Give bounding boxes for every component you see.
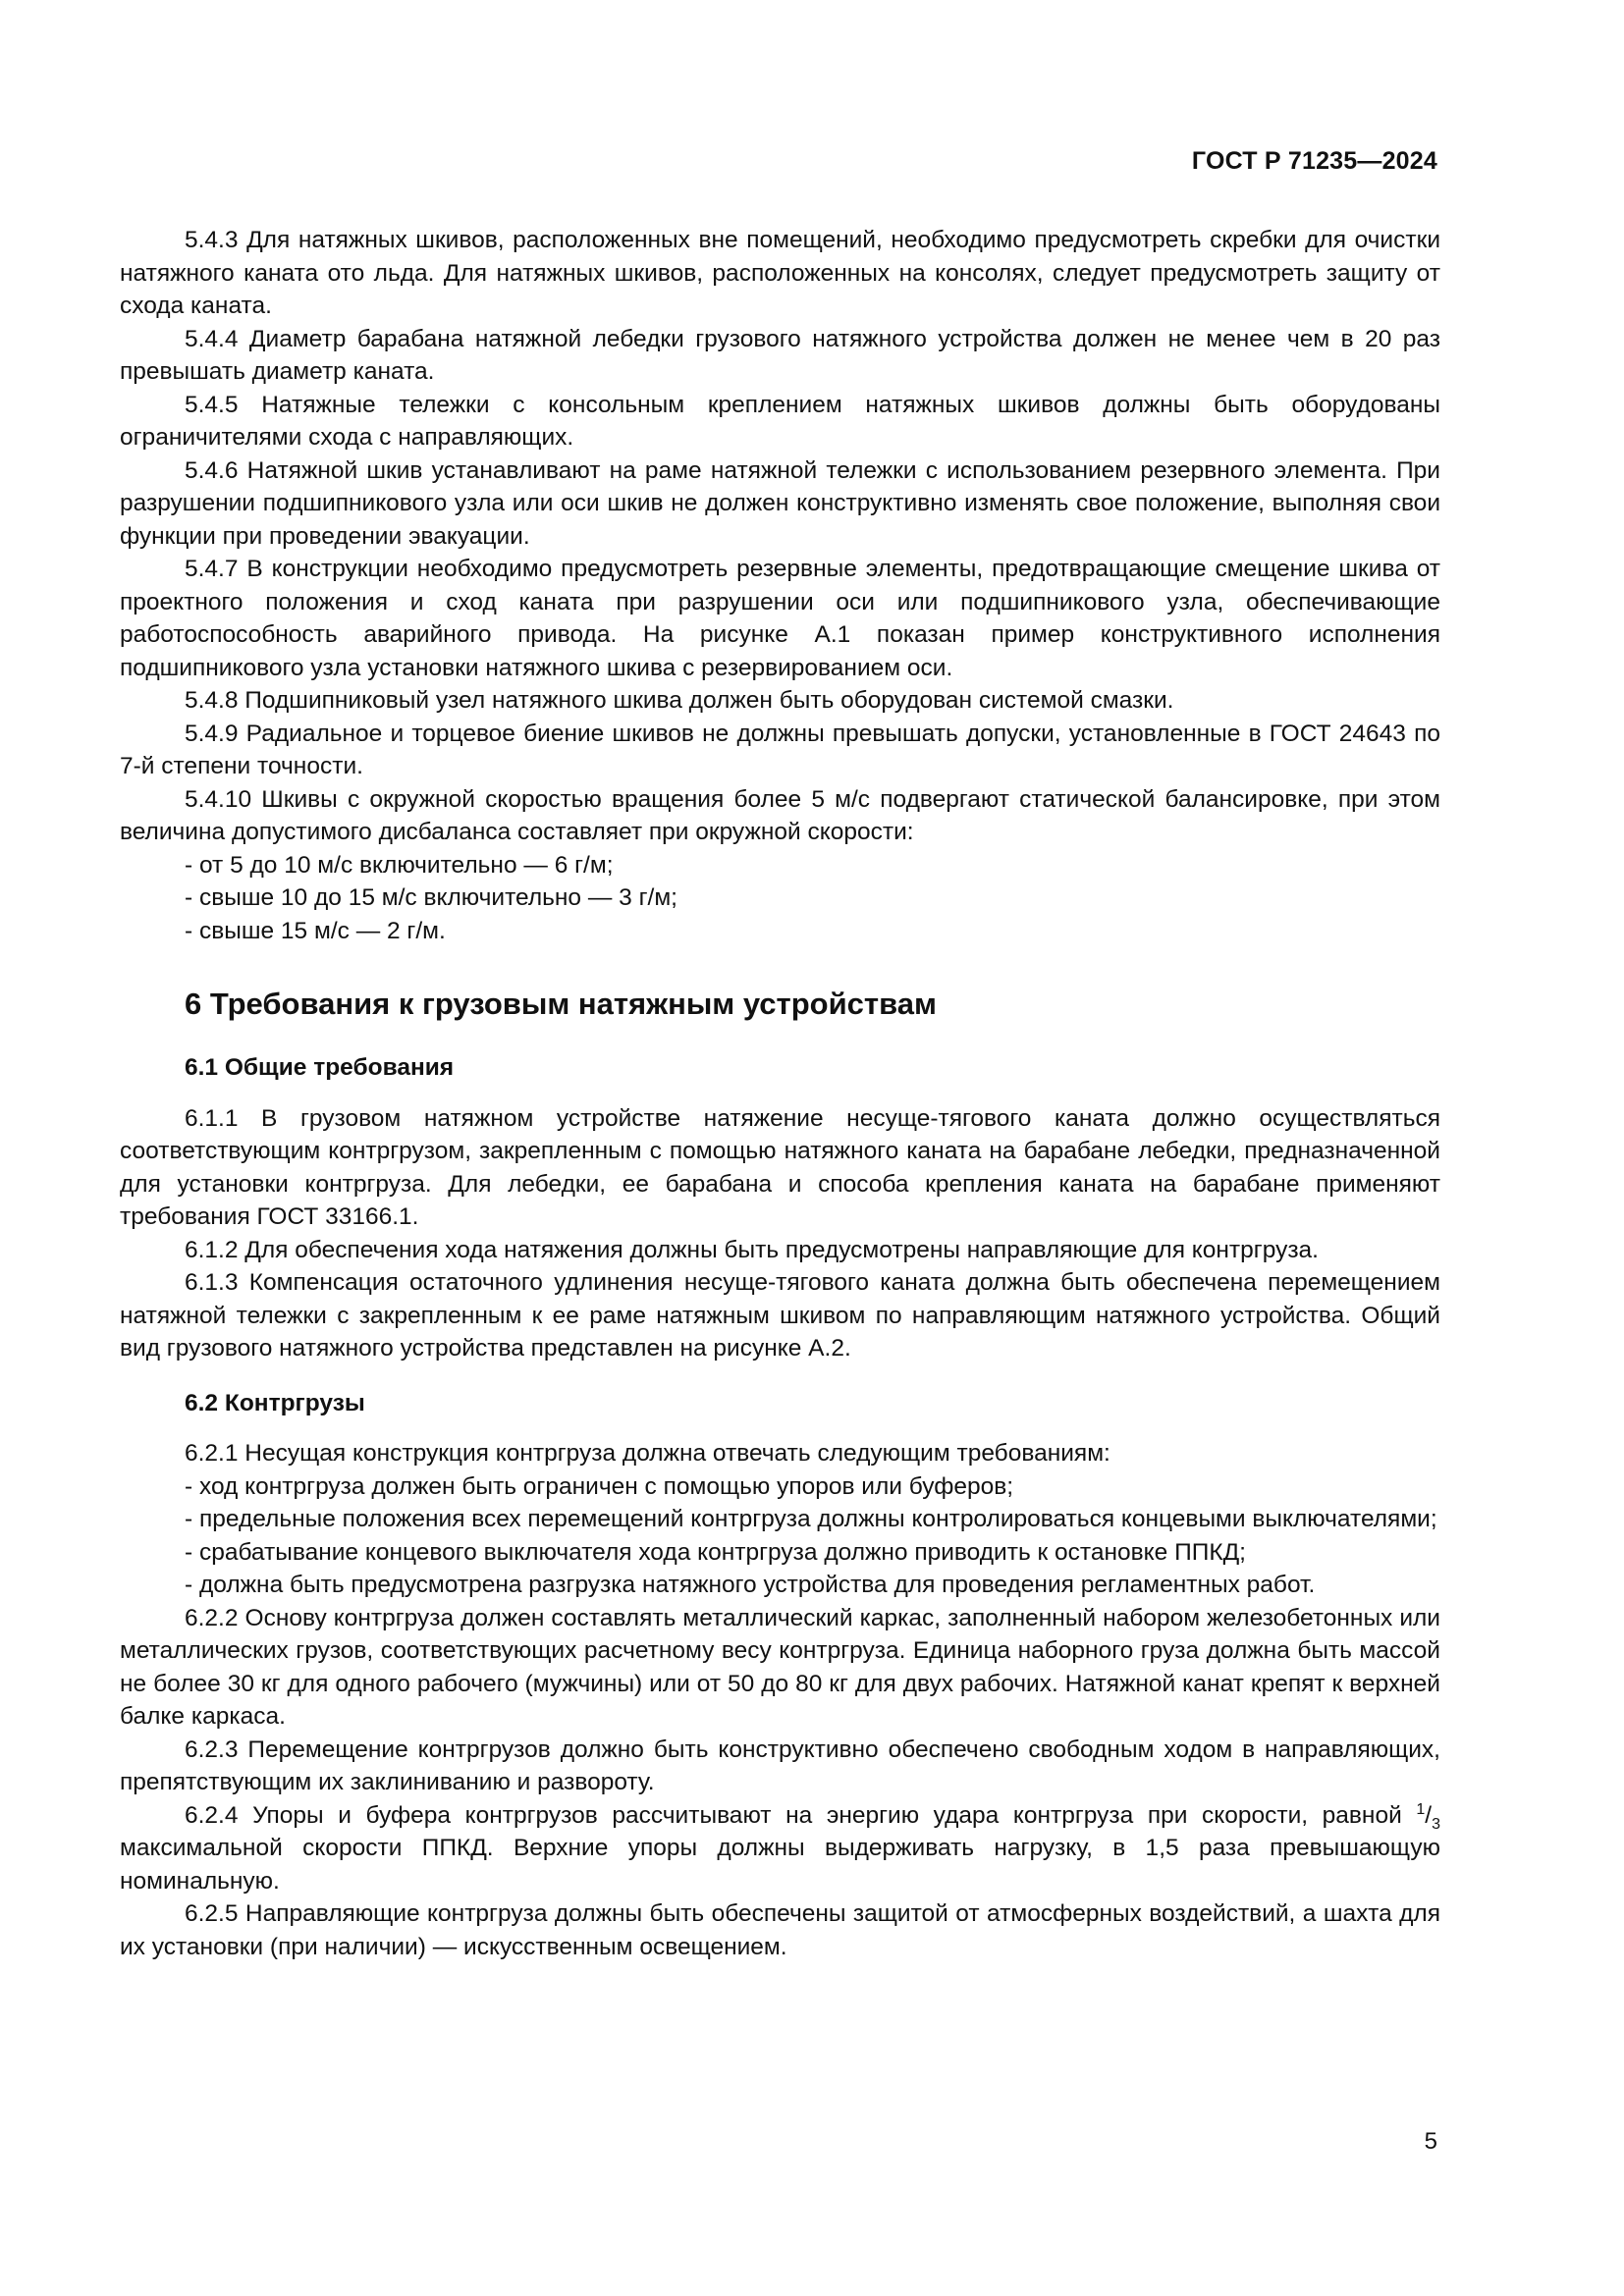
list-item: - срабатывание концевого выключателя хода контргруза должно приводить к остановке ППКД; bbox=[185, 1538, 1246, 1566]
paragraph: 5.4.4 Диаметр барабана натяжной лебедки грузового натяжного устройства должен не менее чем в 20 раз превышать диаметр каната. bbox=[120, 325, 1440, 385]
list-item: - должна быть предусмотрена разгрузка натяжного устройства для проведения регламентных работ. bbox=[185, 1572, 1316, 1598]
document-code-header: ГОСТ Р 71235—2024 bbox=[1191, 147, 1437, 175]
paragraph: 5.4.9 Радиальное и торцевое биение шкивов не должны превышать допуски, установленные в ГОСТ 24643 по 7-й степени точности. bbox=[120, 720, 1440, 779]
paragraph: 5.4.7 В конструкции необходимо предусмотреть резервные элементы, предотвращающие смещение шкива от проектного положения и сход каната при разрушении оси или подшипникового узла, обеспечивающие работоспособность аварийного привода. На рисунке А.1 показан пример конструктивного исполнения подшипникового узла установки натяжного шкива с резервированием оси. bbox=[120, 556, 1440, 681]
page-number: 5 bbox=[1424, 2128, 1437, 2155]
list-item: - предельные положения всех перемещений контргруза должны контролироваться концевыми выключателями; bbox=[185, 1506, 1437, 1532]
list-item: - свыше 15 м/с — 2 г/м. bbox=[185, 917, 446, 944]
list-item: - ход контргруза должен быть ограничен с помощью упоров или буферов; bbox=[185, 1472, 1014, 1500]
list-item: - свыше 10 до 15 м/с включительно — 3 г/м; bbox=[185, 884, 677, 911]
fraction-denominator: 3 bbox=[1432, 1815, 1440, 1833]
paragraph: 5.4.5 Натяжные тележки с консольным креплением натяжных шкивов должны быть оборудованы ограничителями схода с направляющих. bbox=[120, 391, 1440, 451]
subsection-6-2-heading: 6.2 Контргрузы bbox=[185, 1389, 365, 1416]
paragraph: 5.4.10 Шкивы с окружной скоростью вращения более 5 м/с подвергают статической балансировке, при этом величина допустимого дисбаланса составляет при окружной скорости: bbox=[120, 785, 1440, 845]
paragraph: 6.2.1 Несущая конструкция контргруза должна отвечать следующим требованиям: bbox=[185, 1440, 1110, 1467]
subsection-6-1-heading: 6.1 Общие требования bbox=[185, 1054, 455, 1081]
paragraph: 5.4.6 Натяжной шкив устанавливают на раме натяжной тележки с использованием резервного элемента. При разрушении подшипникового узла или оси шкив не должен конструктивно изменять свое положение, выполняя свои функции при проведении эвакуации. bbox=[120, 456, 1440, 550]
paragraph: 5.4.3 Для натяжных шкивов, расположенных вне помещений, необходимо предусмотреть скребки для очистки натяжного каната ото льда. Для натяжных шкивов, расположенных на консолях, следует предусмотреть защиту от схода каната. bbox=[120, 227, 1440, 319]
paragraph: 5.4.8 Подшипниковый узел натяжного шкива должен быть оборудован системой смазки. bbox=[185, 687, 1174, 714]
clause-5-4-block bbox=[120, 224, 1440, 947]
page-content bbox=[120, 224, 1440, 1963]
clause-6-2-4 bbox=[120, 1799, 1440, 1898]
clause-6-1-block bbox=[120, 1102, 1440, 1365]
clause-6-2-5: 6.2.5 Направляющие контргруза должны быть обеспечены защитой от атмосферных воздействий, а шахта для их установки (при наличии) — искусственным освещением. bbox=[120, 1900, 1440, 1960]
paragraph: 6.1.3 Компенсация остаточного удлинения несуще-тягового каната должна быть обеспечена перемещением натяжной тележки с закрепленным к ее раме натяжным шкивом по направляющим натяжного устройства. Общий вид грузового натяжного устройства представлен на рисунке А.2. bbox=[120, 1269, 1440, 1362]
clause-6-2-block bbox=[120, 1437, 1440, 1799]
fraction-numerator: 1 bbox=[1416, 1800, 1426, 1818]
paragraph: 6.1.2 Для обеспечения хода натяжения должны быть предусмотрены направляющие для контргруза. bbox=[185, 1236, 1319, 1263]
fraction-slash: / bbox=[1425, 1801, 1433, 1829]
paragraph: 6.2.2 Основу контргруза должен составлять металлический каркас, заполненный набором железобетонных или металлических грузов, соответствующих расчетному весу контргруза. Единица наборного груза должна быть массой не более 30 кг для одного рабочего (мужчины) или от 50 до 80 кг для двух рабочих. Натяжной канат крепят к верхней балке каркаса. bbox=[120, 1604, 1440, 1730]
clause-6-2-4-text-end: максимальной скорости ППКД. Верхние упоры должны выдерживать нагрузку, в 1,5 раза превышающую номинальную. bbox=[120, 1835, 1440, 1895]
clause-6-2-4-text-start: 6.2.4 Упоры и буфера контргрузов рассчитывают на энергию удара контргруза при скорости, равной bbox=[185, 1801, 1417, 1829]
paragraph: 6.1.1 В грузовом натяжном устройстве натяжение несуще-тягового каната должно осуществляться соответствующим контргрузом, закрепленным с помощью натяжного каната на барабане лебедки, предназначенной для установки контргруза. Для лебедки, ее барабана и способа крепления каната на барабане применяют требования ГОСТ 33166.1. bbox=[120, 1104, 1440, 1230]
section-6-heading: 6 Требования к грузовым натяжным устройствам bbox=[185, 987, 937, 1021]
list-item: - от 5 до 10 м/с включительно — 6 г/м; bbox=[185, 851, 614, 879]
paragraph: 6.2.3 Перемещение контргрузов должно быть конструктивно обеспечено свободным ходом в направляющих, препятствующим их заклиниванию и развороту. bbox=[120, 1735, 1440, 1795]
